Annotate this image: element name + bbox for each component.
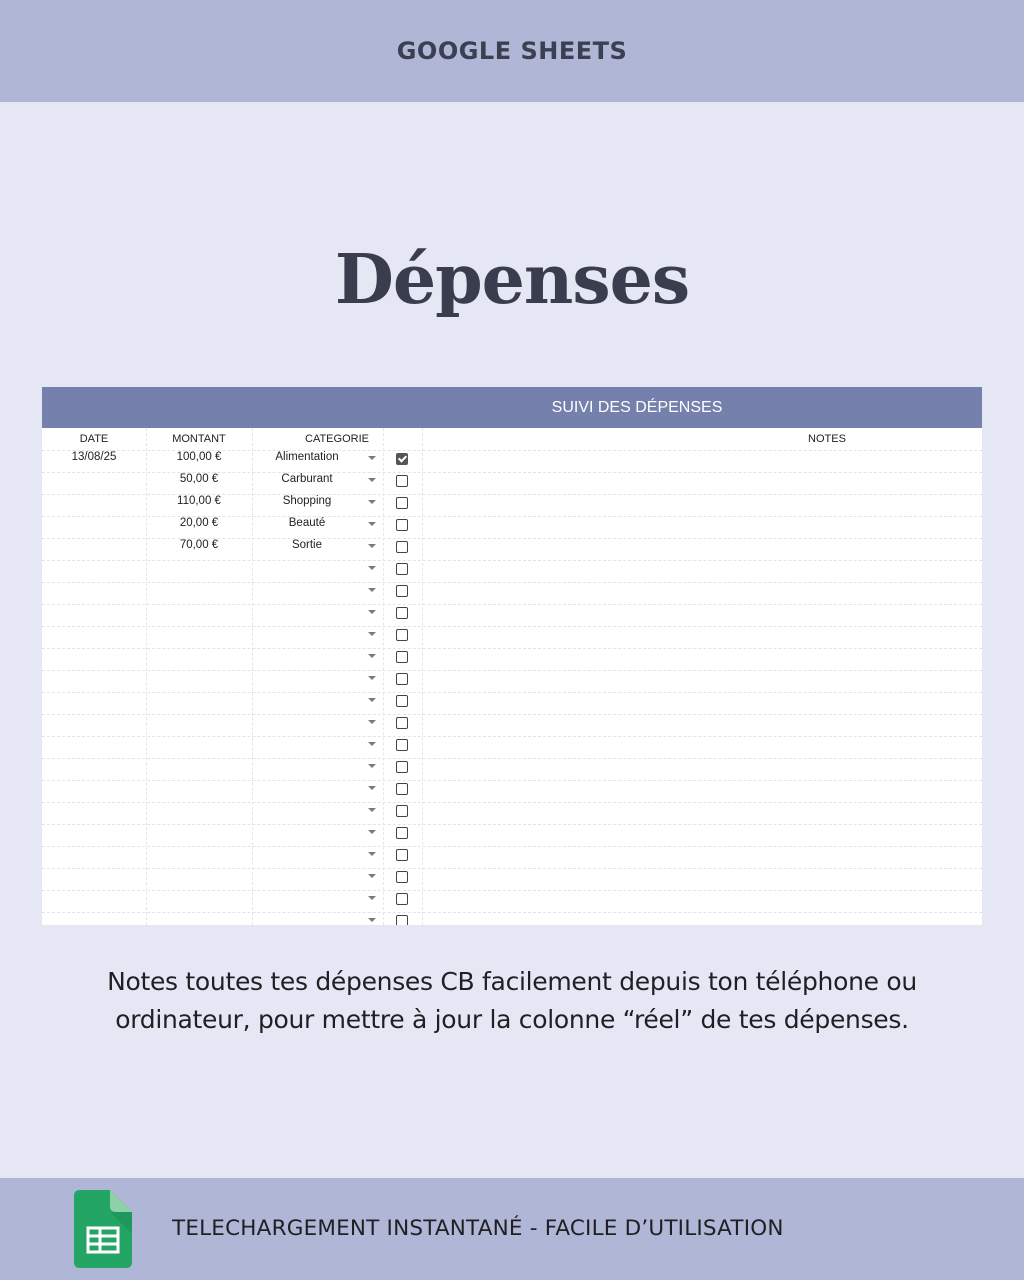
cell-notes[interactable] [423,450,982,472]
cell-montant[interactable] [146,864,252,886]
cell-notes[interactable] [423,560,982,582]
category-dropdown-arrow-icon[interactable] [368,500,376,504]
cell-categorie[interactable] [252,732,362,754]
cell-notes[interactable] [423,670,982,692]
row-checkbox[interactable] [396,475,408,487]
cell-montant[interactable] [146,820,252,842]
row-checkbox[interactable] [396,805,408,817]
category-dropdown-arrow-icon[interactable] [368,852,376,856]
cell-notes[interactable] [423,846,982,868]
cell-notes[interactable] [423,802,982,824]
cell-categorie[interactable] [252,644,362,666]
top-banner [0,0,1024,102]
cell-notes[interactable] [423,824,982,846]
bottom-banner [0,1178,1024,1280]
cell-date[interactable] [42,820,146,842]
cell-notes[interactable] [423,494,982,516]
cell-categorie[interactable] [252,908,362,925]
cell-categorie[interactable] [252,820,362,842]
cell-categorie[interactable] [252,688,362,710]
cell-date[interactable] [42,886,146,908]
cell-montant[interactable] [146,622,252,644]
category-dropdown-arrow-icon[interactable] [368,698,376,702]
column-divider [383,428,384,925]
category-dropdown-arrow-icon[interactable] [368,764,376,768]
page-title: Dépenses [334,240,690,320]
cell-montant[interactable] [146,798,252,820]
cell-categorie[interactable] [252,622,362,644]
row-checkbox[interactable] [396,673,408,685]
cell-notes[interactable] [423,758,982,780]
category-dropdown-arrow-icon[interactable] [368,654,376,658]
row-checkbox[interactable] [396,519,408,531]
cell-date[interactable] [42,556,146,578]
category-dropdown-arrow-icon[interactable] [368,588,376,592]
cell-categorie[interactable]: Beauté [288,517,326,529]
top-banner-label: GOOGLE SHEETS [396,37,628,65]
row-checkbox[interactable] [396,783,408,795]
description-text [40,963,984,1039]
row-checkbox[interactable] [396,541,408,553]
description-line-2: ordinateur, pour mettre à jour la colonne “réel” de tes dépenses. [115,1005,909,1034]
cell-categorie[interactable]: Carburant [281,473,333,485]
cell-date[interactable] [42,512,146,534]
cell-date[interactable] [42,578,146,600]
cell-montant[interactable] [146,776,252,798]
cell-notes[interactable] [423,516,982,538]
column-header-categorie: CATEGORIE [305,433,369,445]
category-dropdown-arrow-icon[interactable] [368,676,376,680]
row-checkbox[interactable] [396,915,408,925]
description-line-1: Notes toutes tes dépenses CB facilement depuis ton téléphone ou [107,967,917,996]
cell-categorie[interactable]: Sortie [291,539,323,551]
cell-montant[interactable] [146,732,252,754]
row-checkbox[interactable] [396,849,408,861]
cell-notes[interactable] [423,648,982,670]
cell-categorie[interactable] [252,886,362,908]
category-dropdown-arrow-icon[interactable] [368,456,376,460]
cell-montant[interactable]: 110,00 € [177,495,221,507]
cell-date[interactable] [42,754,146,776]
cell-date[interactable] [42,908,146,925]
cell-date[interactable] [42,644,146,666]
cell-montant[interactable] [146,688,252,710]
cell-notes[interactable] [423,604,982,626]
row-checkbox[interactable] [396,893,408,905]
cell-date[interactable] [42,534,146,556]
cell-notes[interactable] [423,780,982,802]
cell-categorie[interactable] [252,710,362,732]
category-dropdown-arrow-icon[interactable] [368,522,376,526]
cell-montant[interactable] [146,644,252,666]
cell-date[interactable] [42,798,146,820]
cell-date[interactable] [42,468,146,490]
cell-montant[interactable] [146,710,252,732]
category-dropdown-arrow-icon[interactable] [368,918,376,922]
cell-date[interactable] [42,490,146,512]
cell-montant[interactable]: 70,00 € [179,539,219,551]
category-dropdown-arrow-icon[interactable] [368,632,376,636]
cell-notes[interactable] [423,736,982,758]
cell-notes[interactable] [423,912,982,925]
row-checkbox[interactable] [396,629,408,641]
row-checkbox[interactable] [396,563,408,575]
cell-date[interactable] [42,622,146,644]
cell-notes[interactable] [423,626,982,648]
column-header-montant: MONTANT [172,433,226,445]
row-checkbox[interactable] [396,717,408,729]
row-checkbox[interactable] [396,497,408,509]
category-dropdown-arrow-icon[interactable] [368,808,376,812]
cell-montant[interactable] [146,600,252,622]
cell-date[interactable] [42,688,146,710]
cell-notes[interactable] [423,472,982,494]
cell-categorie[interactable]: Alimentation [275,451,339,463]
category-dropdown-arrow-icon[interactable] [368,786,376,790]
cell-montant[interactable]: 20,00 € [179,517,219,529]
category-dropdown-arrow-icon[interactable] [368,544,376,548]
category-dropdown-arrow-icon[interactable] [368,720,376,724]
cell-date[interactable] [42,600,146,622]
cell-date[interactable] [42,666,146,688]
cell-montant[interactable]: 100,00 € [176,451,222,463]
cell-montant[interactable] [146,754,252,776]
spreadsheet-preview [42,387,982,925]
cell-notes[interactable] [423,714,982,736]
cell-notes[interactable] [423,890,982,912]
category-dropdown-arrow-icon[interactable] [368,830,376,834]
cell-date[interactable] [42,732,146,754]
cell-date[interactable] [42,842,146,864]
google-sheets-icon [74,1190,132,1268]
cell-categorie[interactable] [252,798,362,820]
cell-montant[interactable] [146,578,252,600]
cell-categorie[interactable]: Shopping [282,495,332,507]
row-checkbox[interactable] [396,739,408,751]
row-checkbox[interactable] [396,453,408,465]
row-checkbox[interactable] [396,827,408,839]
cell-categorie[interactable] [252,578,362,600]
cell-notes[interactable] [423,868,982,890]
cell-date[interactable] [42,710,146,732]
category-dropdown-arrow-icon[interactable] [368,742,376,746]
category-dropdown-arrow-icon[interactable] [368,566,376,570]
cell-date[interactable]: 13/08/25 [71,451,117,463]
sheet-header-bar [42,387,982,428]
cell-montant[interactable] [146,886,252,908]
cell-categorie[interactable] [252,754,362,776]
cell-categorie[interactable] [252,864,362,886]
cell-notes[interactable] [423,692,982,714]
cell-categorie[interactable] [252,600,362,622]
row-checkbox[interactable] [396,871,408,883]
row-checkbox[interactable] [396,651,408,663]
row-checkbox[interactable] [396,585,408,597]
category-dropdown-arrow-icon[interactable] [368,610,376,614]
category-dropdown-arrow-icon[interactable] [368,896,376,900]
bottom-banner-label: TELECHARGEMENT INSTANTANÉ - FACILE D’UTILISATION [172,1216,784,1241]
row-checkbox[interactable] [396,607,408,619]
cell-montant[interactable] [146,842,252,864]
cell-montant[interactable] [146,556,252,578]
cell-categorie[interactable] [252,842,362,864]
cell-montant[interactable]: 50,00 € [179,473,219,485]
category-dropdown-arrow-icon[interactable] [368,478,376,482]
cell-categorie[interactable] [252,666,362,688]
cell-categorie[interactable] [252,776,362,798]
cell-notes[interactable] [423,582,982,604]
row-checkbox[interactable] [396,761,408,773]
category-dropdown-arrow-icon[interactable] [368,874,376,878]
sheet-title: SUIVI DES DÉPENSES [551,399,723,416]
cell-notes[interactable] [423,538,982,560]
column-header-date: DATE [79,433,109,445]
cell-montant[interactable] [146,908,252,925]
row-checkbox[interactable] [396,695,408,707]
cell-date[interactable] [42,776,146,798]
cell-date[interactable] [42,864,146,886]
cell-montant[interactable] [146,666,252,688]
column-header-notes: NOTES [808,433,846,445]
cell-categorie[interactable] [252,556,362,578]
